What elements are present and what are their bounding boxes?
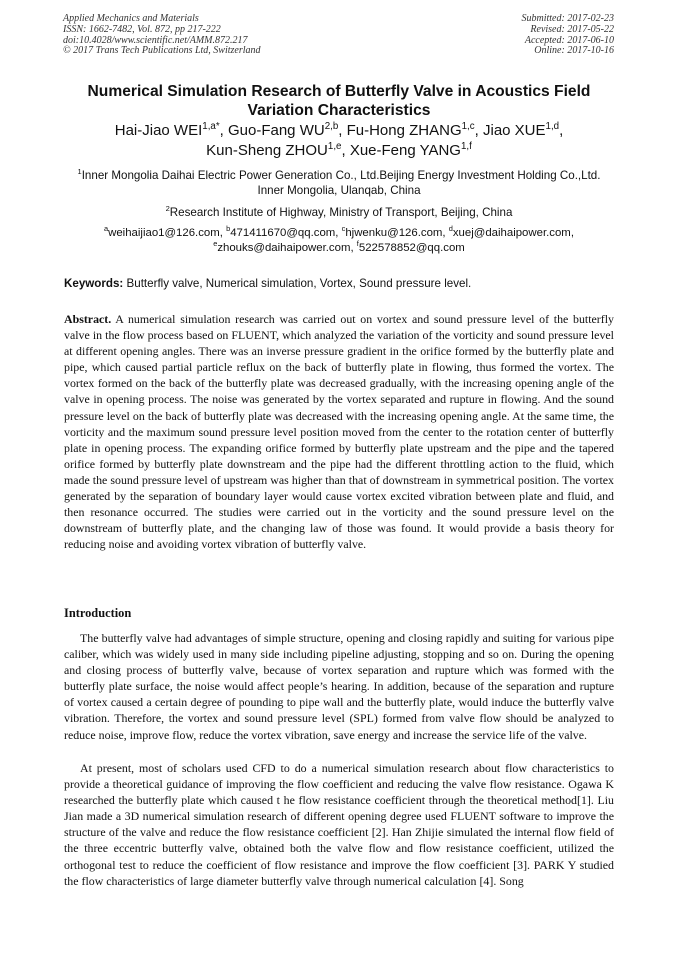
author-sup: 2,b <box>324 121 339 132</box>
section-heading-introduction: Introduction <box>64 606 132 620</box>
email-list: $^a$weihaijiao1@126.com, $^b$471411670@qq.com, $^c$hjwenku@126.com, $^d$xuej@daihaipower.com, $^e$zhouks@daihaipower.com, $^f$522578852@qq.com <box>104 224 574 254</box>
author-sup: 1,f <box>460 141 472 152</box>
abstract <box>64 311 614 552</box>
paper-title: Numerical Simulation Research of Butterfly Valve in Acoustics Field Variation Characteristics <box>87 83 591 119</box>
email-sup: b <box>226 224 231 234</box>
author-name: Hai-Jiao WEI <box>114 122 203 139</box>
journal-doi[interactable]: doi:10.4028/www.scientific.net/AMM.872.217 <box>63 34 248 46</box>
author-sup: 1,a* <box>202 121 220 132</box>
intro-paragraph-1 <box>64 630 614 743</box>
author-name: Xue-Feng YANG <box>349 142 461 159</box>
abstract-text: A numerical simulation research was carried out on vortex and sound pressure level of the butterfly valve in the flow process based on FLUENT, which analyzed the variation of the vorticity and sound pressure level at different opening angles. There was an inverse pressure gradient in the orifice formed by the butterfly plate and pipe, which caused partial particle reflux on the back of butterfly plate in flowing, thus formed the vortex. The vortex formed on the back of the butterfly plate was decreased gradually, with the increasing opening angle of the valve in opening process. The noise was generated by the vortex separated and rupture in flowing. And the sound pressure level on the back of butterfly plate was decreased with the increasing opening angle. At the same time, the vorticity and the maximum sound pressure level position moved from the center to the rotation center of butterfly plate in opening process. The expanding orifice formed by butterfly plate upstream and the pipe and the tapered orifice formed by butterfly plate downstream and the pipe had the different throttling action to the fluid, which made the sound pressure level of upstream was higher than that of downstream in symmetrical position. The vortex generated by the separation of boundary layer would cause vortex excited vibration between plate and fluid, and then resonance occurred. The studies were carried out in the vorticity and the sound pressure level on the downstream of butterfly plate, and the changing law of those was found. It would provide a basis theory for reducing noise and avoiding vortex vibration of butterfly valve. <box>64 312 614 552</box>
date-submitted: Submitted: 2017-02-23 <box>521 13 614 24</box>
journal-copyright: © 2017 Trans Tech Publications Ltd, Switzerland <box>63 45 261 57</box>
date-accepted: Accepted: 2017-06-10 <box>524 34 614 46</box>
affiliation-sup: 2 <box>165 204 170 214</box>
paragraph-text: At present, most of scholars used CFD to do a numerical simulation research about flow characteristics to provide a theoretical guidance of improving the flow coefficient and reducing the valve flow resistance. Ogawa K researched the butterfly plate which caused t he flow resistance coefficient through the theoretical method[1]. Liu Jian made a 3D numerical simulation research of different opening degree used FLUENT software to improve the structure of the valve and reduce the flow resistance coefficient [2]. Han Zhijie simulated the internal flow field of the three eccentric butterfly valve, obtained both the valve flow and flow resistance coefficient, utilized the orthogonal test to reduce the coefficient of flow resistance and improve the flow coefficient [3]. PARK Y studied the flow characteristics of large diameter butterfly valve through numerical calculation [4]. Song <box>64 761 614 888</box>
author-name: Kun-Sheng ZHOU <box>206 142 328 159</box>
dates-header <box>522 14 615 57</box>
email-sup: f <box>356 239 359 249</box>
author-name: Fu-Hong ZHANG <box>346 122 462 139</box>
email-link[interactable]: zhouks@daihaipower.com <box>217 242 351 254</box>
date-revised: Revised: 2017-05-22 <box>530 23 614 35</box>
author-sup: 1,d <box>545 121 560 132</box>
intro-paragraph-2 <box>64 760 614 889</box>
affiliation-text: Research Institute of Highway, Ministry of Transport, Beijing, China <box>169 206 513 219</box>
keywords <box>64 276 614 291</box>
author-name: Guo-Fang WU <box>227 122 325 139</box>
email-link[interactable]: hjwenku@126.com <box>345 227 443 239</box>
author-sup: 1,c <box>461 121 475 132</box>
email-link[interactable]: 522578852@qq.com <box>358 242 465 254</box>
affiliation-sup: 1 <box>77 167 82 177</box>
email-link[interactable]: weihaijiao1@126.com <box>108 227 220 239</box>
email-link[interactable]: xuej@daihaipower.com <box>452 227 571 239</box>
affiliation-2 <box>70 205 608 220</box>
keywords-label: Keywords: <box>64 277 124 290</box>
abstract-label: Abstract. <box>64 312 112 326</box>
paragraph-text: The butterfly valve had advantages of simple structure, opening and closing rapidly and suiting for various pipe caliber, which was widely used in many side including pipeline adjusting, stopping and so on. During the opening and closing process of butterfly valve, because of vortex separation and rupture which was formed with the butterfly plate surface, the noise would affect people’s hearing. In addition, because of the separation and rupture of vortex caused a certain degree of pounding to pipe wall and the butterfly plate, would induce the butterfly valve vibration. Therefore, the vortex and sound pressure level (SPL) formed from valve flow should be analyzed to reduce noise, improve flow, reduce the vortex vibration, save energy and increase the service life of the valve. <box>64 631 614 742</box>
affiliation-1 <box>70 168 608 198</box>
email-link[interactable]: 471411670@qq.com <box>230 227 336 239</box>
journal-issn: ISSN: 1662-7482, Vol. 872, pp 217-222 <box>63 23 221 35</box>
author-list: Hai-Jiao $WEI^{1,a*}$, Guo-Fang WU$^{2,b}$, Fu-Hong ZHANG$^{1,c}$, Jiao XUE$^{1,d}$, Kun-Sheng ZHOU$^{1,e}$, Xue-Feng YANG$^{1,f}$ <box>114 121 564 159</box>
email-sup: c <box>341 224 346 234</box>
email-sup: a <box>104 224 109 234</box>
journal-name: Applied Mechanics and Materials <box>63 13 199 24</box>
date-online: Online: 2017-10-16 <box>534 45 614 57</box>
journal-header <box>63 14 261 57</box>
author-name: Jiao XUE <box>482 122 546 139</box>
email-sup: d <box>448 224 453 234</box>
keywords-text: Butterfly valve, Numerical simulation, Vortex, Sound pressure level. <box>126 277 472 290</box>
author-sup: 1,e <box>327 141 342 152</box>
email-sup: e <box>213 239 218 249</box>
affiliation-text: Inner Mongolia Daihai Electric Power Generation Co., Ltd.Beijing Energy Investment Holding Co.,Ltd. Inner Mongolia, Ulanqab, China <box>81 169 601 197</box>
